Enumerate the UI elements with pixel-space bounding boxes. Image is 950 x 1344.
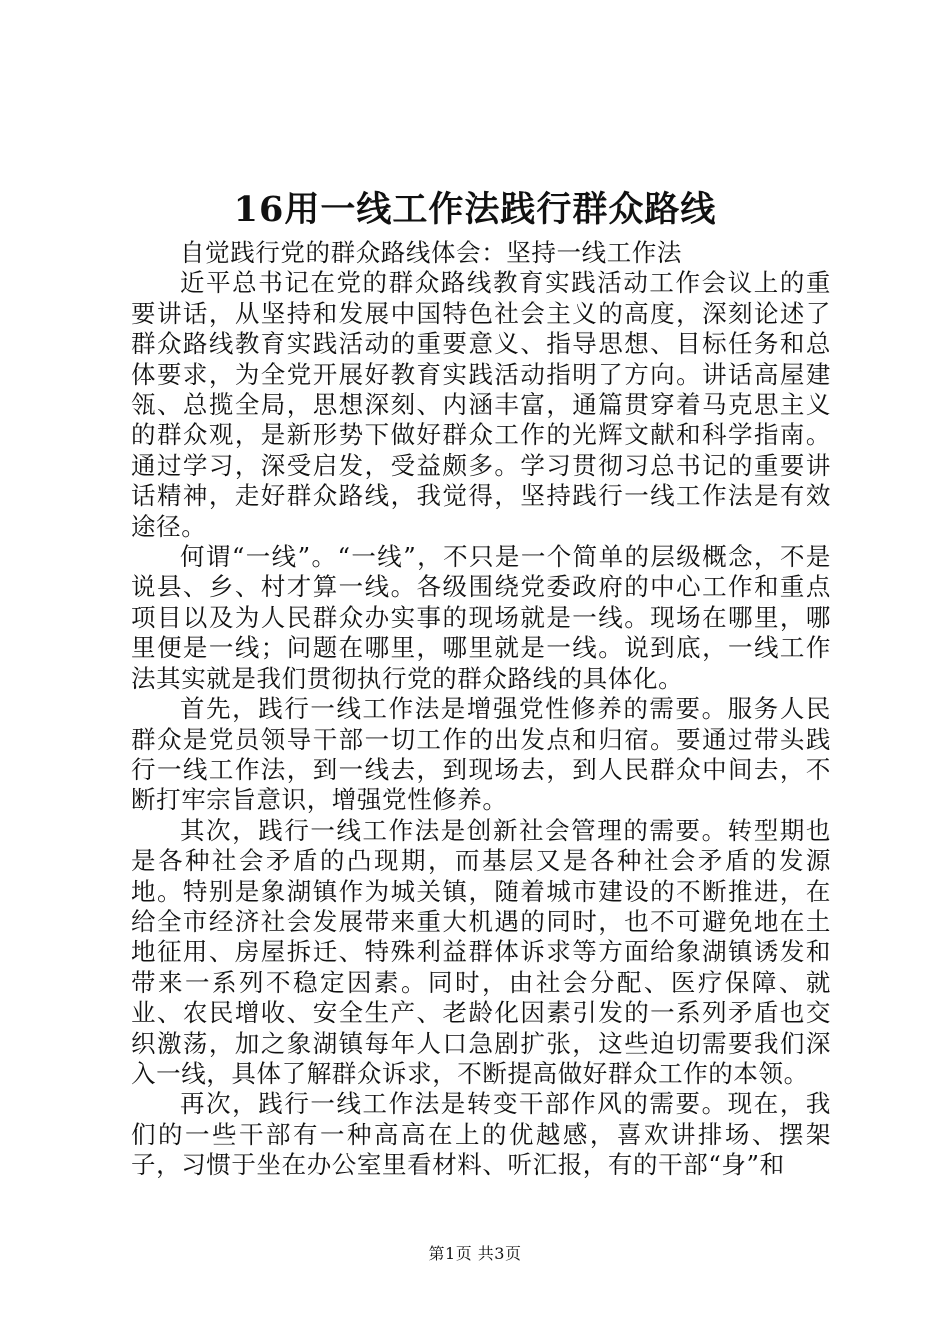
page-number-footer: 第1页 共3页 (428, 1244, 522, 1263)
document-title: 16用一线工作法践行群众路线 (233, 189, 717, 230)
body-paragraph: 近平总书记在党的群众路线教育实践活动工作会议上的重要讲话，从坚持和发展中国特色社会主义的高度，深刻论述了群众路线教育实践活动的重要意义、指导思想、目标任务和总体要求，为全党开展好教育实践活动指明了方向。讲话高屋建瓴、总揽全局，思想深刻、内涵丰富，通篇贯穿着马克思主义的群众观，是新形势下做好群众工作的光辉文献和科学指南。通过学习，深受启发，受益颇多。学习贯彻习总书记的重要讲话精神，走好群众路线，我觉得，坚持践行一线工作法是有效途径。 (131, 268, 831, 541)
subtitle-paragraph: 自觉践行党的群众路线体会：坚持一线工作法 (180, 238, 682, 267)
body-paragraph: 首先，践行一线工作法是增强党性修养的需要。服务人民群众是党员领导干部一切工作的出发点和归宿。要通过带头践行一线工作法，到一线去，到现场去，到人民群众中间去，不断打牢宗旨意识，增强党性修养。 (131, 694, 831, 815)
body-paragraph: 何谓“一线”。“一线”，不只是一个简单的层级概念，不是说县、乡、村才算一线。各级围绕党委政府的中心工作和重点项目以及为人民群众办实事的现场就是一线。现场在哪里，哪里便是一线；问题在哪里，哪里就是一线。说到底，一线工作法其实就是我们贯彻执行党的群众路线的具体化。 (131, 542, 831, 693)
body-paragraph: 其次，践行一线工作法是创新社会管理的需要。转型期也是各种社会矛盾的凸现期，而基层又是各种社会矛盾的发源地。特别是象湖镇作为城关镇，随着城市建设的不断推进，在给全市经济社会发展带来重大机遇的同时，也不可避免地在土地征用、房屋拆迁、特殊利益群体诉求等方面给象湖镇诱发和带来一系列不稳定因素。同时，由社会分配、医疗保障、就业、农民增收、安全生产、老龄化因素引发的一系列矛盾也交织激荡，加之象湖镇每年人口急剧扩张，这些迫切需要我们深入一线，具体了解群众诉求，不断提高做好群众工作的本领。 (131, 815, 831, 1088)
document-body (131, 238, 831, 1181)
body-paragraph: 再次，践行一线工作法是转变干部作风的需要。现在，我们的一些干部有一种高高在上的优越感，喜欢讲排场、摆架子，习惯于坐在办公室里看材料、听汇报，有的干部“身”和 (131, 1089, 831, 1180)
